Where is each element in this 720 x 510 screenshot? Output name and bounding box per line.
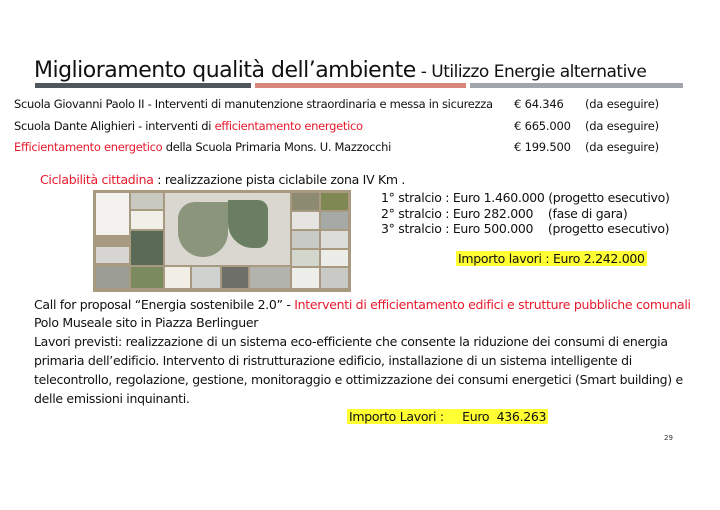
slide-title <box>34 58 646 83</box>
cycling-total: Importo lavori : Euro 2.242.000 <box>458 251 645 266</box>
cycling-heading: Ciclabilità cittadina : realizzazione pista ciclabile zona IV Km . <box>40 172 406 187</box>
call-heading: Call for proposal “Energia sostenibile 2.0” - Interventi di efficientamento edifici e strutture pubbliche comunali <box>34 297 691 312</box>
cycling-label: Ciclabilità cittadina <box>40 172 154 187</box>
school-row-3: Efficientamento energetico della Scuola Primaria Mons. U. Mazzocchi <box>14 140 392 154</box>
call-line-3: telecontrollo, regolazione, gestione, monitoraggio e ottimizzazione dei consumi energetici (Smart building) e <box>34 372 683 387</box>
school-2-amount: € 665.000 <box>514 119 571 133</box>
school-2-status: (da eseguire) <box>585 119 659 133</box>
school-row-2: Scuola Dante Alighieri - interventi di efficientamento energetico <box>14 119 363 133</box>
call-line-2: primaria dell’edificio. Intervento di ristrutturazione edificio, installazione di un sistema intelligente di <box>34 353 632 368</box>
title-sub: Utilizzo Energie alternative <box>431 62 647 82</box>
title-bar-gray <box>470 83 683 88</box>
school-3-status: (da eseguire) <box>585 140 659 154</box>
school-1-status: (da eseguire) <box>585 97 659 111</box>
call-line-4: delle emissioni inquinanti. <box>34 391 190 406</box>
school-row-1: Scuola Giovanni Paolo II - Interventi di manutenzione straordinaria e messa in sicurezza <box>14 97 493 111</box>
highlight-text: Efficientamento energetico <box>14 140 163 154</box>
title-bar-dark <box>35 83 251 88</box>
title-separator: - <box>415 62 432 82</box>
highlight-text: efficientamento energetico <box>214 119 363 133</box>
school-3-amount: € 199.500 <box>514 140 571 154</box>
call-highlight: Interventi di efficientamento edifici e strutture pubbliche comunali <box>294 297 691 312</box>
bike-path-project-image <box>93 190 351 292</box>
call-line-1: Lavori previsti: realizzazione di un sistema eco-efficiente che consente la riduzione dei consumi di energia <box>34 334 668 349</box>
phase-2: 2° stralcio : Euro 282.000 (fase di gara) <box>381 206 628 221</box>
phase-1: 1° stralcio : Euro 1.460.000 (progetto esecutivo) <box>381 190 670 205</box>
page-number: 29 <box>664 434 673 442</box>
phase-3: 3° stralcio : Euro 500.000 (progetto esecutivo) <box>381 221 670 236</box>
title-bar-salmon <box>255 83 466 88</box>
call-total: Importo Lavori : Euro 436.263 <box>349 409 547 424</box>
call-location: Polo Museale sito in Piazza Berlinguer <box>34 315 259 330</box>
school-1-amount: € 64.346 <box>514 97 564 111</box>
title-main: Miglioramento qualità dell’ambiente <box>34 58 416 83</box>
